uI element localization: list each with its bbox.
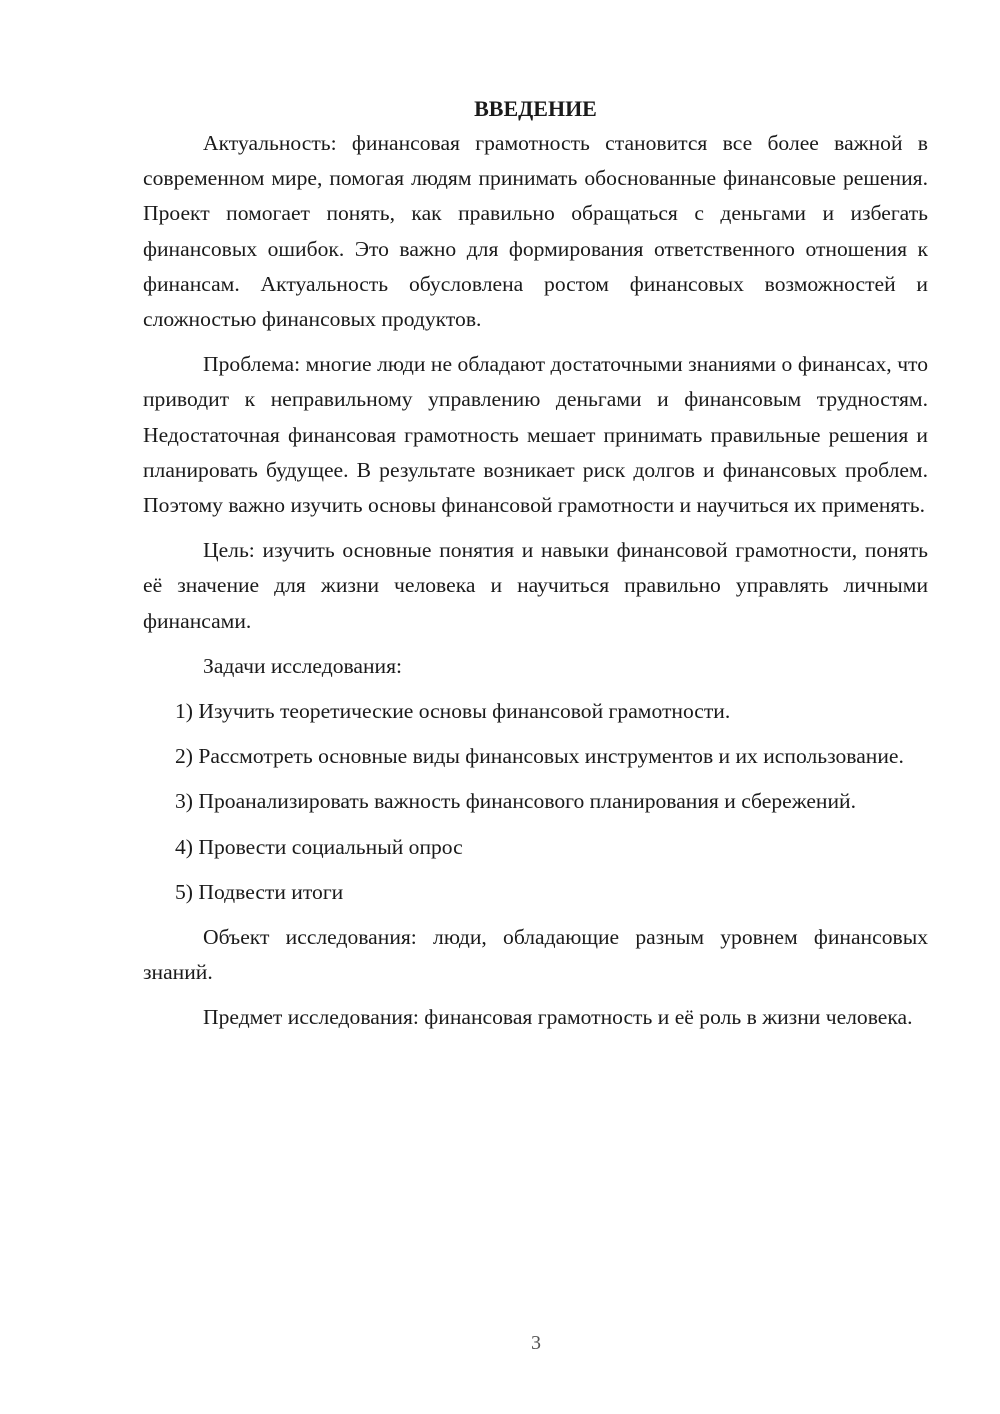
paragraph-subject: Предмет исследования: финансовая грамотность и её роль в жизни человека. [203,1005,913,1030]
page-number: 3 [531,1332,541,1354]
tasks-title: Задачи исследования: [203,653,403,678]
task-item: 4) Провести социальный опрос [175,834,463,859]
task-item: 5) Подвести итоги [175,879,344,904]
task-item: 1) Изучить теоретические основы финансовой грамотности. [175,699,731,724]
section-title: ВВЕДЕНИЕ [474,96,597,121]
paragraph-relevance: Актуальность: финансовая грамотность становится все более важной в современном мире, помогая людям принимать обоснованные финансовые решения. Проект помогает понять, как правильно обращаться с деньгами и избегать финансовых ошибок. Это важно для формирования ответственного отношения к финансам. Актуальность обусловлена ростом финансовых возможностей и сложностью финансовых продуктов. [143,131,928,332]
task-item: 2) Рассмотреть основные виды финансовых инструментов и их использование. [175,744,904,769]
task-item: 3) Проанализировать важность финансового планирования и сбережений. [175,789,856,814]
paragraph-goal: Цель: изучить основные понятия и навыки финансовой грамотности, понять её значение для жизни человека и научиться правильно управлять личными финансами. [143,538,928,633]
paragraph-object: Объект исследования: люди, обладающие разным уровнем финансовых знаний. [143,925,928,985]
paragraph-problem: Проблема: многие люди не обладают достаточными знаниями о финансах, что приводит к неправильному управлению деньгами и финансовым трудностям. Недостаточная финансовая грамотность мешает принимать правильные решения и планировать будущее. В результате возникает риск долгов и финансовых проблем. Поэтому важно изучить основы финансовой грамотности и научиться их применять. [143,352,928,518]
document-page [143,92,928,1046]
